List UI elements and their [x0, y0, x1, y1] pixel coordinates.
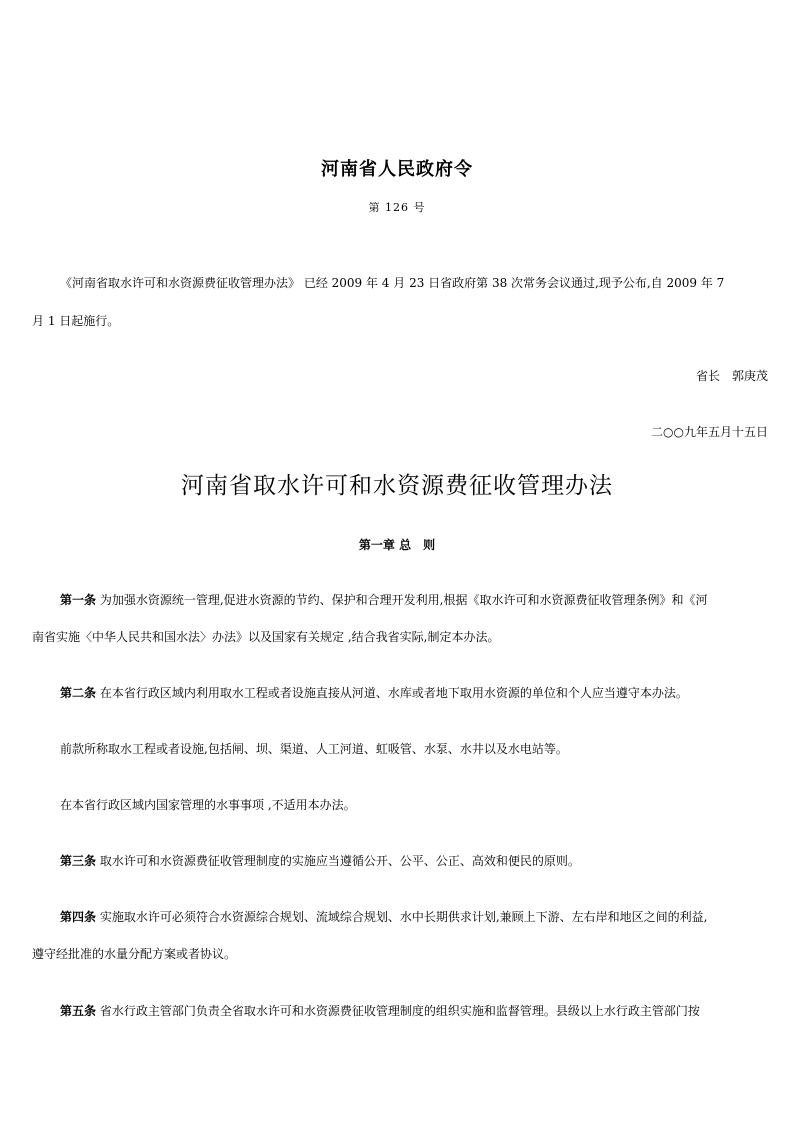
decree-text-line-1: 《河南省取水许可和水资源费征收管理办法》 已经 2009 年 4 月 23 日省政府第 38 次常务会议通过,现予公布,自 2009 年 7: [60, 276, 725, 290]
article-label: 第一条: [60, 593, 97, 607]
article-2: [60, 684, 688, 701]
article-5-line-1: [60, 1002, 700, 1019]
decree-title: 河南省人民政府令: [321, 159, 473, 180]
article-text: 实施取水许可必须符合水资源综合规划、流域综合规划、水中长期供求计划,兼顾上下游、左右岸和地区之间的利益,: [99, 910, 708, 924]
article-1-line-1: [60, 591, 707, 608]
article-4-line-2: 遵守经批准的水量分配方案或者协议。: [32, 947, 237, 961]
article-text: 省水行政主管部门负责全省取水许可和水资源费征收管理制度的组织实施和监督管理。县级以上水行政主管部门按: [99, 1004, 700, 1018]
article-label: 第二条: [60, 686, 97, 700]
decree-text-line-2: 月 1 日起施行。: [32, 314, 120, 328]
article-text: 为加强水资源统一管理,促进水资源的节约、保护和合理开发利用,根据《取水许可和水资源费征收管理条例》和《河: [99, 593, 708, 607]
article-3: [60, 852, 580, 869]
article-label: 第三条: [60, 854, 97, 868]
article-1-line-2: 南省实施〈中华人民共和国水法〉办法》以及国家有关规定 ,结合我省实际,制定本办法。: [32, 630, 500, 644]
decree-date: 二○○九年五月十五日: [651, 425, 768, 439]
decree-number: 第 126 号: [368, 201, 426, 214]
article-text: 在本省行政区域内利用取水工程或者设施直接从河道、水库或者地下取用水资源的单位和个人应当遵守本办法。: [99, 686, 688, 700]
article-2-para-3: 在本省行政区域内国家管理的水事事项 ,不适用本办法。: [60, 798, 356, 812]
article-label: 第五条: [60, 1004, 97, 1018]
article-2-para-2: 前款所称取水工程或者设施,包括闸、坝、渠道、人工河道、虹吸管、水泵、水井以及水电站等。: [60, 742, 568, 756]
article-text: 取水许可和水资源费征收管理制度的实施应当遵循公开、公平、公正、高效和便民的原则。: [99, 854, 580, 868]
chapter-heading: 第一章 总 则: [358, 538, 436, 552]
article-label: 第四条: [60, 910, 97, 924]
signer: 省长 郭庚茂: [695, 369, 768, 383]
article-4-line-1: [60, 908, 707, 925]
regulation-title: 河南省取水许可和水资源费征收管理办法: [181, 473, 613, 499]
